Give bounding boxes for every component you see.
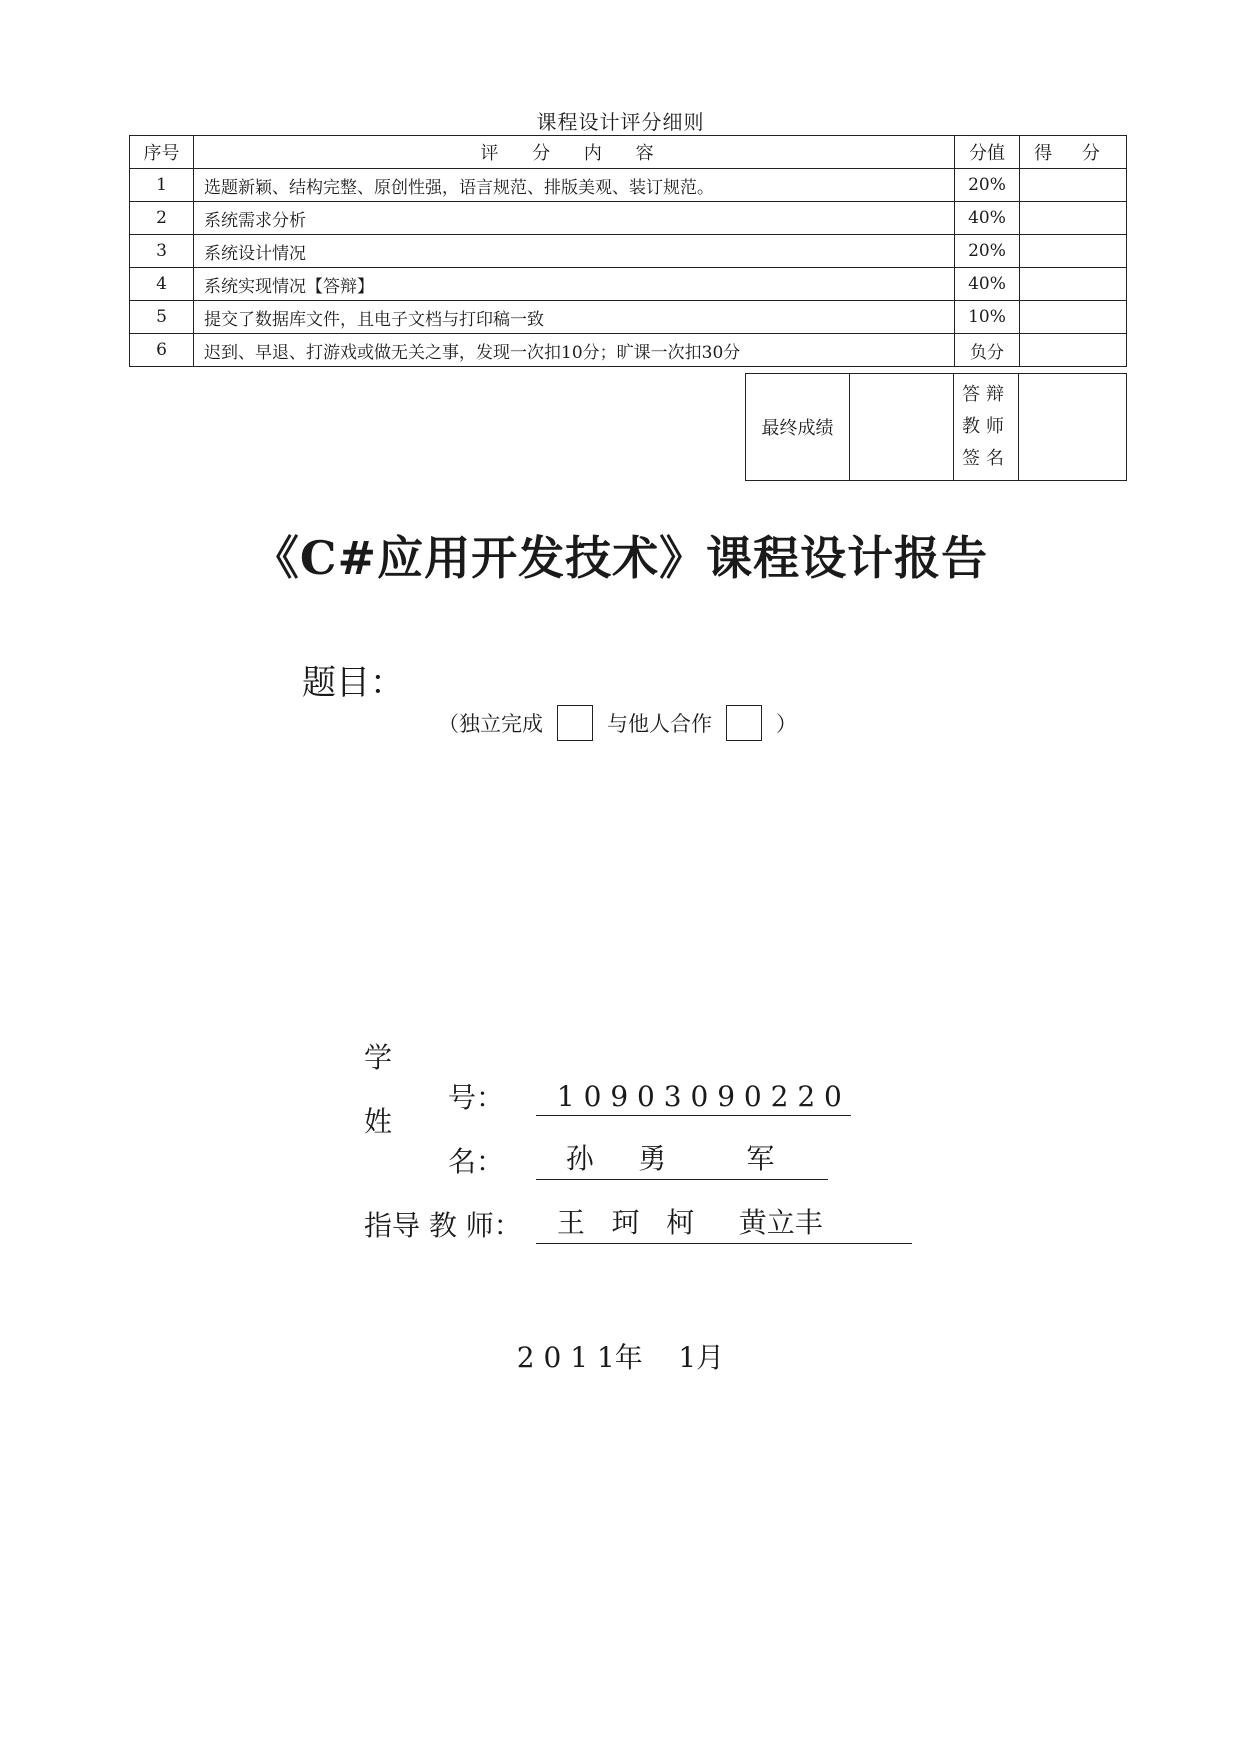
independent-checkbox[interactable] xyxy=(557,705,593,741)
topic-label: 题目： xyxy=(302,663,404,703)
table-row xyxy=(130,301,1127,334)
signature-label-line: 答辩 xyxy=(962,384,1010,405)
student-name-value: 孙 勇 军 xyxy=(536,1137,828,1180)
mode-independent-label: （独立完成 xyxy=(438,712,543,736)
signature-label-line: 教师 xyxy=(962,416,1010,437)
row-got-cell[interactable] xyxy=(1020,334,1127,367)
table-row xyxy=(130,235,1127,268)
row-no: 2 xyxy=(130,202,194,235)
row-got-cell[interactable] xyxy=(1020,169,1127,202)
header-content: 评 分 内 容 xyxy=(194,136,955,169)
report-date: 2 0 1 1年 1月 xyxy=(516,1341,725,1374)
rubric-title: 课程设计评分细则 xyxy=(536,110,705,134)
advisor-value: 王 珂 柯 黄立丰 xyxy=(536,1201,912,1244)
row-content: 系统需求分析 xyxy=(194,202,955,235)
row-content: 系统设计情况 xyxy=(194,235,955,268)
signature-label xyxy=(954,374,1019,481)
row-score: 20% xyxy=(955,235,1020,268)
row-score: 40% xyxy=(955,202,1020,235)
header-score: 分值 xyxy=(955,136,1020,169)
final-grade-cell[interactable] xyxy=(850,374,954,481)
row-content: 选题新颖、结构完整、原创性强，语言规范、排版美观、装订规范。 xyxy=(194,169,955,202)
advisor-label: 指导 教 师： xyxy=(364,1209,522,1242)
row-no: 4 xyxy=(130,268,194,301)
student-name-row xyxy=(364,1105,828,1180)
header-got: 得 分 xyxy=(1020,136,1127,169)
signature-cell[interactable] xyxy=(1019,374,1127,481)
table-row xyxy=(130,268,1127,301)
student-id-label: 学 号： xyxy=(364,1041,505,1114)
rubric-header-row xyxy=(130,136,1127,169)
row-content: 迟到、早退、打游戏或做无关之事，发现一次扣10分；旷课一次扣30分 xyxy=(194,334,955,367)
table-row xyxy=(130,169,1127,202)
header-no: 序号 xyxy=(130,136,194,169)
row-content: 系统实现情况【答辩】 xyxy=(194,268,955,301)
final-grade-label: 最终成绩 xyxy=(746,374,850,481)
row-got-cell[interactable] xyxy=(1020,301,1127,334)
final-grade-table xyxy=(745,373,1127,481)
row-no: 5 xyxy=(130,301,194,334)
report-title: 《C#应用开发技术》课程设计报告 xyxy=(252,531,989,585)
mode-close-paren: ） xyxy=(776,712,797,736)
row-score: 40% xyxy=(955,268,1020,301)
student-id-value: 1 0 9 0 3 0 9 0 2 2 0 xyxy=(536,1080,851,1116)
mode-cooperate-label: 与他人合作 xyxy=(607,712,712,736)
row-got-cell[interactable] xyxy=(1020,268,1127,301)
student-name-label: 姓 名： xyxy=(364,1105,505,1178)
table-row xyxy=(130,202,1127,235)
row-no: 6 xyxy=(130,334,194,367)
signature-label-line: 签名 xyxy=(962,448,1010,469)
cooperate-checkbox[interactable] xyxy=(726,705,762,741)
advisor-row xyxy=(364,1204,912,1244)
row-score: 10% xyxy=(955,301,1020,334)
row-got-cell[interactable] xyxy=(1020,235,1127,268)
rubric-table xyxy=(129,135,1127,367)
completion-mode xyxy=(438,705,797,741)
row-content: 提交了数据库文件，且电子文档与打印稿一致 xyxy=(194,301,955,334)
row-got-cell[interactable] xyxy=(1020,202,1127,235)
row-score: 20% xyxy=(955,169,1020,202)
row-no: 1 xyxy=(130,169,194,202)
table-row xyxy=(130,334,1127,367)
row-score: 负分 xyxy=(955,334,1020,367)
row-no: 3 xyxy=(130,235,194,268)
